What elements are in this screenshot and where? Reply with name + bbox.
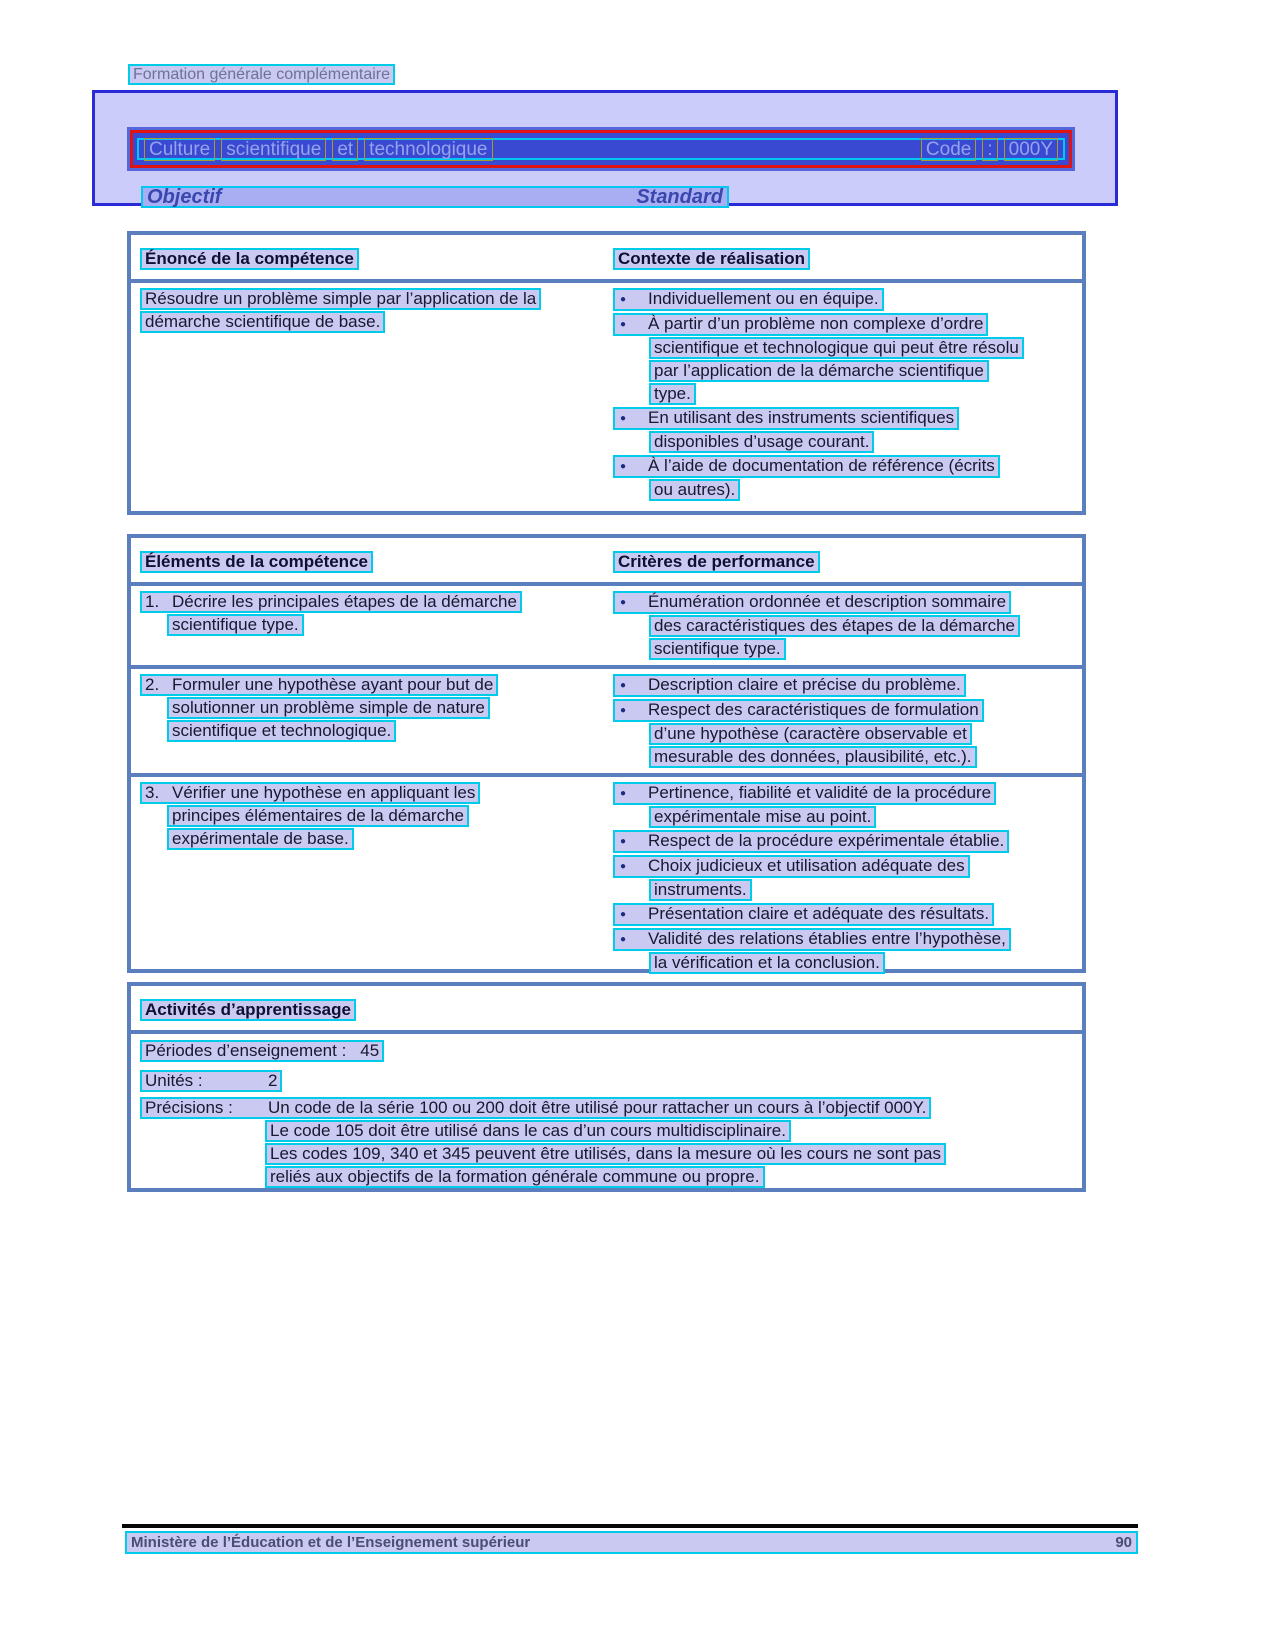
bullet-icon: ● bbox=[620, 413, 627, 424]
text-line: disponibles d’usage courant. bbox=[649, 431, 874, 453]
column-header: Critères de performance bbox=[613, 551, 820, 573]
text-line: principes élémentaires de la démarche bbox=[167, 805, 469, 827]
bullet-item bbox=[613, 455, 1082, 501]
units-label: Unités : bbox=[145, 1071, 203, 1090]
criteria-cell bbox=[613, 288, 1082, 502]
text-line: ● Respect de la procédure expérimentale établie. bbox=[613, 830, 1009, 853]
precisions-line: Les codes 109, 340 et 345 peuvent être utilisés, dans la mesure où les cours ne sont pas bbox=[265, 1143, 946, 1165]
activites-apprentissage-table bbox=[127, 982, 1086, 1192]
footer-rule bbox=[122, 1524, 1138, 1528]
code-word: Code bbox=[921, 138, 976, 161]
text-line: ● Validité des relations établies entre l’hypothèse, bbox=[613, 928, 1011, 951]
text-line: scientifique type. bbox=[167, 614, 304, 636]
competence-cell bbox=[140, 288, 613, 502]
bullet-icon: ● bbox=[620, 294, 627, 305]
criteria-cell bbox=[613, 782, 1082, 975]
column-header: Énoncé de la compétence bbox=[140, 248, 359, 270]
title-panel bbox=[92, 90, 1118, 206]
precisions-line: Le code 105 doit être utilisé dans le cas d’un cours multidisciplinaire. bbox=[265, 1120, 791, 1142]
running-head-text: Formation générale complémentaire bbox=[128, 64, 395, 85]
code-word: 000Y bbox=[1004, 138, 1058, 161]
criteria-cell bbox=[613, 674, 1082, 769]
text-line: type. bbox=[649, 383, 696, 405]
bullet-item bbox=[613, 313, 1082, 405]
bullet-item bbox=[613, 830, 1082, 853]
text-line: scientifique type. bbox=[649, 638, 786, 660]
text-line: par l’application de la démarche scientifique bbox=[649, 360, 989, 382]
bullet-icon: ● bbox=[620, 909, 627, 920]
elements-competence-table bbox=[127, 534, 1086, 973]
periods-value: 45 bbox=[360, 1041, 380, 1060]
bullet-icon: ● bbox=[620, 319, 627, 330]
title-word: Culture bbox=[144, 138, 215, 161]
bullet-item bbox=[613, 288, 1082, 311]
text-line: ● Respect des caractéristiques de formulation bbox=[613, 699, 984, 722]
text-line: ● À partir d’un problème non complexe d’ordre bbox=[613, 313, 988, 336]
bullet-icon: ● bbox=[620, 788, 627, 799]
page-footer bbox=[125, 1531, 1138, 1554]
text-line: des caractéristiques des étapes de la démarche bbox=[649, 615, 1020, 637]
text-line: ● Individuellement ou en équipe. bbox=[613, 288, 884, 311]
table-header-row bbox=[131, 538, 1082, 582]
text-line: 1. Décrire les principales étapes de la démarche bbox=[140, 591, 522, 613]
text-line: mesurable des données, plausibilité, etc.). bbox=[649, 746, 977, 768]
item-number: 1. bbox=[145, 592, 160, 611]
enonce-competence-table bbox=[127, 231, 1086, 515]
text-line: ● Présentation claire et adéquate des résultats. bbox=[613, 903, 994, 926]
periods-line bbox=[140, 1040, 384, 1062]
text-line: d’une hypothèse (caractère observable et bbox=[649, 723, 972, 745]
code-word: : bbox=[982, 138, 997, 161]
text-line: démarche scientifique de base. bbox=[140, 311, 385, 333]
item-number: 3. bbox=[145, 783, 160, 802]
header-cell-left bbox=[140, 248, 613, 271]
text-line: ● À l’aide de documentation de référence (écrits bbox=[613, 455, 1000, 478]
precisions-label: Précisions : bbox=[145, 1098, 233, 1117]
table-header-row bbox=[131, 235, 1082, 279]
text-line: scientifique et technologique. bbox=[167, 720, 396, 742]
table-row bbox=[131, 777, 1082, 979]
table-header-row bbox=[131, 986, 1082, 1030]
text-line: ● En utilisant des instruments scientifiques bbox=[613, 407, 959, 430]
text-line: expérimentale mise au point. bbox=[649, 806, 876, 828]
bullet-item bbox=[613, 674, 1082, 697]
title-red-annotation-box bbox=[130, 130, 1072, 168]
bullet-icon: ● bbox=[620, 934, 627, 945]
text-line: expérimentale de base. bbox=[167, 828, 354, 850]
bullet-icon: ● bbox=[620, 680, 627, 691]
bullet-item bbox=[613, 928, 1082, 974]
bullet-icon: ● bbox=[620, 836, 627, 847]
text-line: ● Description claire et précise du problème. bbox=[613, 674, 966, 697]
objectif-label: Objectif bbox=[147, 185, 222, 208]
text-line: Résoudre un problème simple par l’application de la bbox=[140, 288, 541, 310]
precisions-line: Précisions : Un code de la série 100 ou 200 doit être utilisé pour rattacher un cours à l’objectif 000Y. bbox=[140, 1097, 931, 1119]
course-title bbox=[141, 138, 496, 161]
activities-body bbox=[131, 1034, 1082, 1188]
text-line: 2. Formuler une hypothèse ayant pour but de bbox=[140, 674, 498, 696]
text-line: 3. Vérifier une hypothèse en appliquant les bbox=[140, 782, 480, 804]
header-cell-right bbox=[613, 551, 1082, 574]
bullet-item bbox=[613, 903, 1082, 926]
units-value: 2 bbox=[268, 1071, 278, 1090]
bullet-item bbox=[613, 407, 1082, 453]
title-word: scientifique bbox=[221, 138, 326, 161]
units-line bbox=[140, 1070, 282, 1092]
footer-ministry-text: Ministère de l’Éducation et de l’Enseignement supérieur bbox=[131, 1534, 531, 1551]
periods-label: Périodes d’enseignement : bbox=[145, 1041, 347, 1060]
table-row bbox=[131, 669, 1082, 773]
course-title-bar bbox=[127, 127, 1075, 171]
running-head bbox=[128, 66, 395, 84]
text-line: instruments. bbox=[649, 879, 752, 901]
column-header: Contexte de réalisation bbox=[613, 248, 810, 270]
objectif-standard-row bbox=[141, 186, 729, 208]
competence-cell bbox=[140, 782, 613, 975]
table-row bbox=[131, 586, 1082, 665]
item-number: 2. bbox=[145, 675, 160, 694]
bullet-icon: ● bbox=[620, 705, 627, 716]
column-header: Éléments de la compétence bbox=[140, 551, 373, 573]
title-word: technologique bbox=[364, 138, 492, 161]
course-code bbox=[918, 138, 1061, 161]
column-header: Activités d’apprentissage bbox=[140, 999, 356, 1021]
text-line: la vérification et la conclusion. bbox=[649, 952, 885, 974]
text-line: ● Choix judicieux et utilisation adéquate des bbox=[613, 855, 970, 878]
bullet-icon: ● bbox=[620, 861, 627, 872]
bullet-item bbox=[613, 782, 1082, 828]
header-cell-left bbox=[140, 551, 613, 574]
bullet-item bbox=[613, 591, 1082, 660]
bullet-icon: ● bbox=[620, 597, 627, 608]
competence-cell bbox=[140, 591, 613, 661]
text-line: solutionner un problème simple de nature bbox=[167, 697, 490, 719]
title-highlight-box bbox=[137, 138, 1065, 160]
text-line: ● Pertinence, fiabilité et validité de la procédure bbox=[613, 782, 996, 805]
text-line: ou autres). bbox=[649, 479, 740, 501]
title-word: et bbox=[332, 138, 358, 161]
bullet-icon: ● bbox=[620, 461, 627, 472]
standard-label: Standard bbox=[636, 185, 723, 208]
bullet-item bbox=[613, 855, 1082, 901]
criteria-cell bbox=[613, 591, 1082, 661]
text-line: scientifique et technologique qui peut être résolu bbox=[649, 337, 1024, 359]
text-line: ● Énumération ordonnée et description sommaire bbox=[613, 591, 1011, 614]
precisions-line: reliés aux objectifs de la formation générale commune ou propre. bbox=[265, 1166, 765, 1188]
bullet-item bbox=[613, 699, 1082, 768]
page-number: 90 bbox=[1115, 1534, 1132, 1551]
table-row bbox=[131, 283, 1082, 506]
competence-cell bbox=[140, 674, 613, 769]
header-cell-right bbox=[613, 248, 1082, 271]
